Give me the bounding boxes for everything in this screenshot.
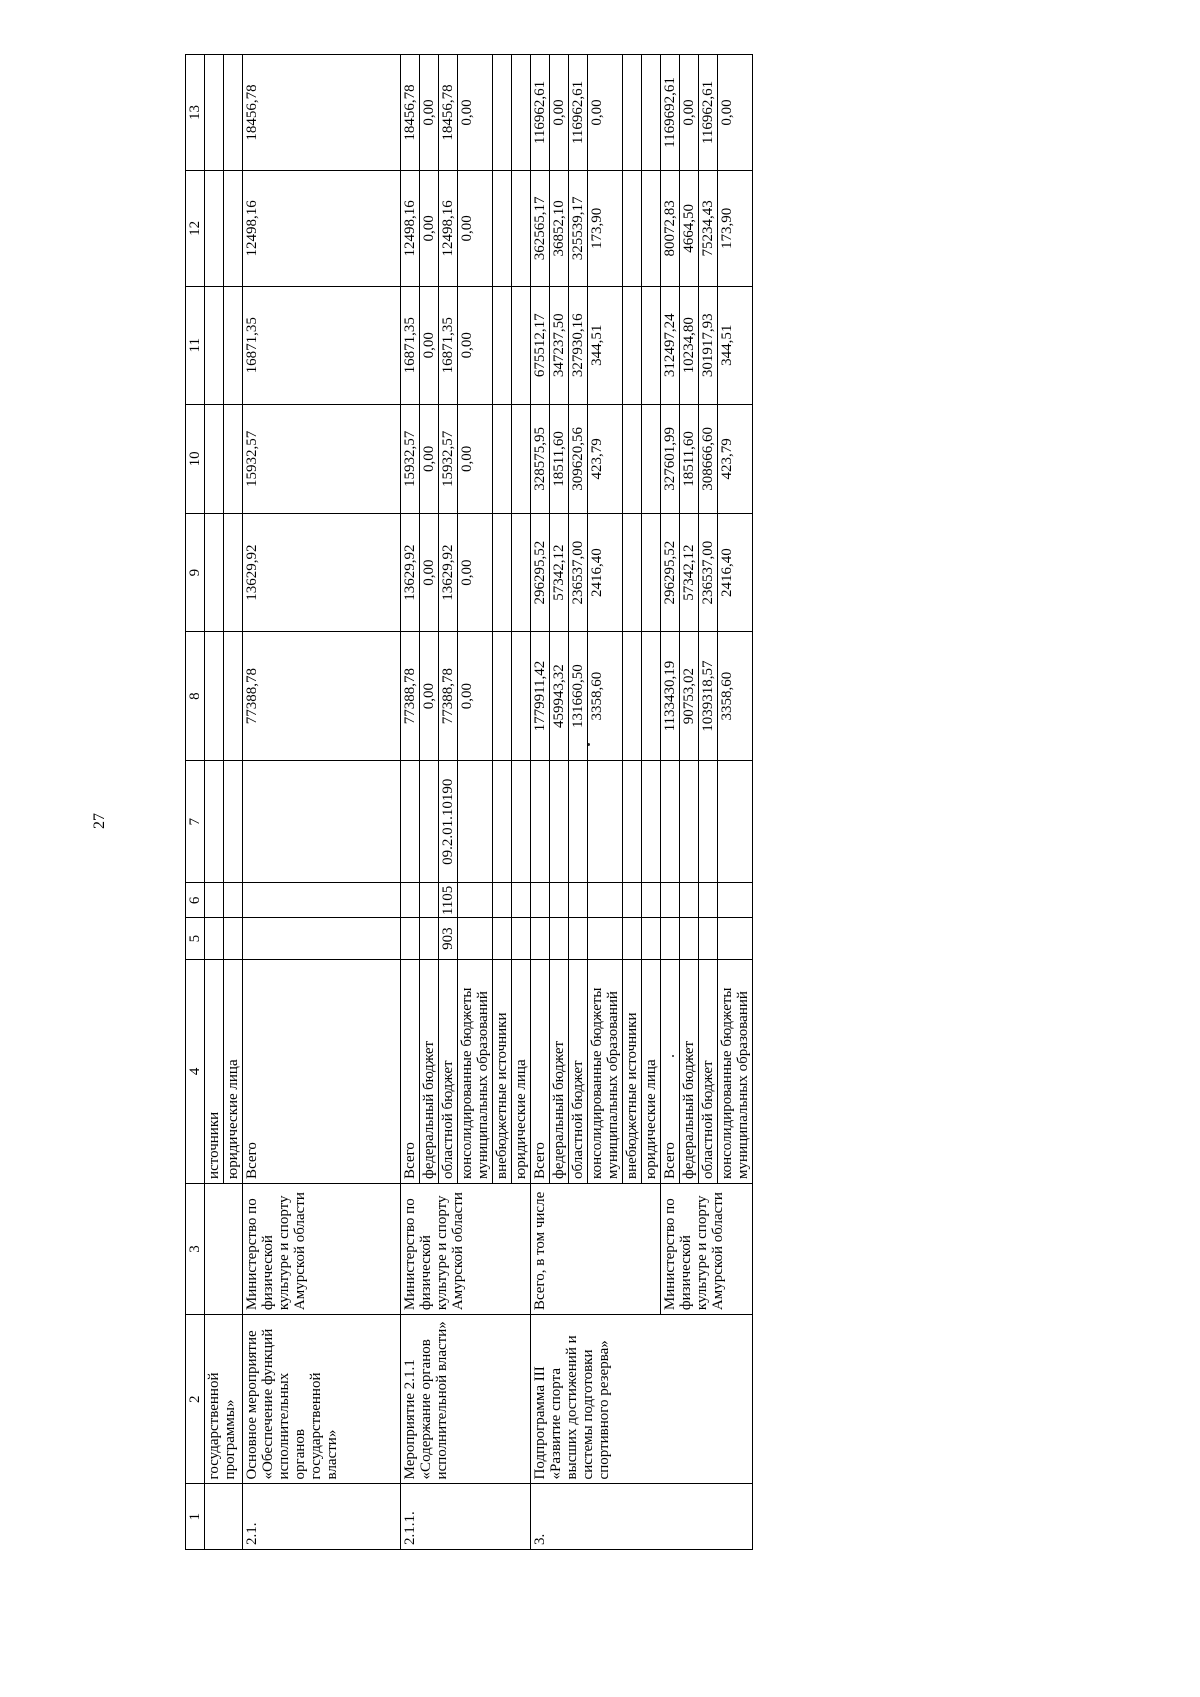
source-cell: областной бюджет bbox=[699, 959, 718, 1183]
col-header: 13 bbox=[186, 55, 205, 171]
value-cell: 0,00 bbox=[458, 286, 493, 404]
value-cell: 0,00 bbox=[718, 55, 753, 171]
table-row bbox=[243, 55, 401, 1550]
col-header: 2 bbox=[186, 1315, 205, 1484]
value-cell: 12498,16 bbox=[243, 170, 401, 286]
col-header: 6 bbox=[186, 883, 205, 918]
source-cell: юридические лица bbox=[642, 959, 661, 1183]
value-cell: 301917,93 bbox=[699, 286, 718, 404]
code-cell bbox=[420, 883, 439, 918]
source-cell: федеральный бюджет bbox=[420, 959, 439, 1183]
col-header: 7 bbox=[186, 761, 205, 883]
value-cell: 423,79 bbox=[718, 404, 753, 513]
value-cell: 1169692,61 bbox=[661, 55, 680, 171]
value-cell: 12498,16 bbox=[401, 170, 420, 286]
value-cell: 10234,80 bbox=[680, 286, 699, 404]
value-cell: 12498,16 bbox=[439, 170, 458, 286]
code-cell: 09.2.01.10190 bbox=[439, 761, 458, 883]
source-cell: юридические лица bbox=[224, 959, 243, 1183]
table-row bbox=[531, 55, 550, 1550]
value-cell: 57342,12 bbox=[550, 514, 569, 632]
code-cell: 903 bbox=[439, 918, 458, 960]
table-row bbox=[205, 55, 224, 1550]
source-cell: Всего bbox=[243, 959, 401, 1183]
source-cell: консолидированные бюджеты муниципальных образований bbox=[588, 959, 623, 1183]
source-cell: федеральный бюджет bbox=[550, 959, 569, 1183]
value-cell: 0,00 bbox=[420, 514, 439, 632]
value-cell: 0,00 bbox=[458, 514, 493, 632]
value-cell: 296295,52 bbox=[531, 514, 550, 632]
value-cell: 13629,92 bbox=[401, 514, 420, 632]
value-cell: 173,90 bbox=[718, 170, 753, 286]
value-cell: 1779911,42 bbox=[531, 632, 550, 761]
column-number-row bbox=[186, 55, 205, 1550]
value-cell: 1039318,57 bbox=[699, 632, 718, 761]
value-cell: 16871,35 bbox=[439, 286, 458, 404]
source-cell: Всего bbox=[531, 959, 550, 1183]
value-cell: 309620,56 bbox=[569, 404, 588, 513]
col-header: 8 bbox=[186, 632, 205, 761]
value-cell: 0,00 bbox=[420, 170, 439, 286]
row-number: 3. bbox=[531, 1484, 753, 1550]
value-cell: 328575,95 bbox=[531, 404, 550, 513]
source-cell: юридические лица bbox=[512, 959, 531, 1183]
table-row bbox=[401, 55, 420, 1550]
col-header: 3 bbox=[186, 1183, 205, 1314]
source-cell: внебюджетные источники bbox=[493, 959, 512, 1183]
value-cell: 13629,92 bbox=[439, 514, 458, 632]
value-cell: 131660,50 bbox=[569, 632, 588, 761]
col-header: 9 bbox=[186, 514, 205, 632]
executor: Министерство по физической культуре и спорту Амурской области bbox=[243, 1183, 401, 1314]
value-cell: 18456,78 bbox=[439, 55, 458, 171]
subprogram-name: Подпрограмма III «Развитие спорта высших достижений и системы подготовки спортивного резерва» bbox=[531, 1315, 753, 1484]
rotated-table-container bbox=[185, 54, 1080, 1550]
value-cell: 327930,16 bbox=[569, 286, 588, 404]
value-cell: 423,79 bbox=[588, 404, 623, 513]
value-cell: 3358,60 bbox=[718, 632, 753, 761]
source-cell: Всего bbox=[661, 959, 680, 1183]
row-number: 2.1. bbox=[243, 1484, 401, 1550]
col-header: 12 bbox=[186, 170, 205, 286]
value-cell: 116962,61 bbox=[699, 55, 718, 171]
value-cell: 15932,57 bbox=[401, 404, 420, 513]
col-header: 4 bbox=[186, 959, 205, 1183]
budget-table bbox=[185, 54, 753, 1550]
col-header: 1 bbox=[186, 1484, 205, 1550]
source-cell: консолидированные бюджеты муниципальных образований bbox=[718, 959, 753, 1183]
value-cell: 13629,92 bbox=[243, 514, 401, 632]
value-cell: 236537,00 bbox=[699, 514, 718, 632]
value-cell: 344,51 bbox=[718, 286, 753, 404]
value-cell: 0,00 bbox=[458, 170, 493, 286]
value-cell: 15932,57 bbox=[439, 404, 458, 513]
value-cell: 77388,78 bbox=[439, 632, 458, 761]
source-cell: областной бюджет bbox=[569, 959, 588, 1183]
value-cell: 77388,78 bbox=[243, 632, 401, 761]
value-cell: 116962,61 bbox=[569, 55, 588, 171]
value-cell: 18456,78 bbox=[243, 55, 401, 171]
value-cell: 1133430,19 bbox=[661, 632, 680, 761]
value-cell: 116962,61 bbox=[531, 55, 550, 171]
source-cell: консолидированные бюджеты муниципальных образований bbox=[458, 959, 493, 1183]
value-cell: 2416,40 bbox=[718, 514, 753, 632]
value-cell: 0,00 bbox=[458, 404, 493, 513]
value-cell: 0,00 bbox=[420, 286, 439, 404]
cell bbox=[205, 1183, 243, 1314]
value-cell: 75234,43 bbox=[699, 170, 718, 286]
code-cell bbox=[401, 918, 420, 960]
value-cell: 312497,24 bbox=[661, 286, 680, 404]
value-cell: 4664,50 bbox=[680, 170, 699, 286]
value-cell: 0,00 bbox=[420, 632, 439, 761]
code-cell bbox=[458, 918, 493, 960]
value-cell: 16871,35 bbox=[401, 286, 420, 404]
value-cell: 18511,60 bbox=[680, 404, 699, 513]
activity-name: Основное мероприятие «Обеспечение функций исполнительных органов государственной власти» bbox=[243, 1315, 401, 1484]
value-cell: 0,00 bbox=[458, 632, 493, 761]
value-cell: 325539,17 bbox=[569, 170, 588, 286]
col-header: 10 bbox=[186, 404, 205, 513]
value-cell: 18456,78 bbox=[401, 55, 420, 171]
code-cell bbox=[420, 918, 439, 960]
value-cell: 36852,10 bbox=[550, 170, 569, 286]
page-number: 27 bbox=[91, 813, 108, 829]
value-cell: 362565,17 bbox=[531, 170, 550, 286]
value-cell: 18511,60 bbox=[550, 404, 569, 513]
value-cell: 77388,78 bbox=[401, 632, 420, 761]
code-cell bbox=[401, 761, 420, 883]
row-number: 2.1.1. bbox=[401, 1484, 531, 1550]
value-cell: 344,51 bbox=[588, 286, 623, 404]
executor: Министерство по физической культуре и спорту Амурской области bbox=[661, 1183, 753, 1314]
source-cell: внебюджетные источники bbox=[623, 959, 642, 1183]
cell bbox=[205, 1484, 243, 1550]
code-cell bbox=[401, 883, 420, 918]
value-cell: 3358,60 bbox=[588, 632, 623, 761]
value-cell: 15932,57 bbox=[243, 404, 401, 513]
value-cell: 80072,83 bbox=[661, 170, 680, 286]
value-cell: 675512,17 bbox=[531, 286, 550, 404]
executor: Министерство по физической культуре и спорту Амурской области bbox=[401, 1183, 531, 1314]
value-cell: 236537,00 bbox=[569, 514, 588, 632]
col-header: 5 bbox=[186, 918, 205, 960]
value-cell: 0,00 bbox=[420, 404, 439, 513]
value-cell: 90753,02 bbox=[680, 632, 699, 761]
code-cell bbox=[420, 761, 439, 883]
value-cell: 327601,99 bbox=[661, 404, 680, 513]
value-cell: 459943,32 bbox=[550, 632, 569, 761]
activity-name: Мероприятие 2.1.1 «Содержание органов исполнительной власти» bbox=[401, 1315, 531, 1484]
value-cell: 16871,35 bbox=[243, 286, 401, 404]
executor: Всего, в том числе bbox=[531, 1183, 661, 1314]
source-cell: Всего bbox=[401, 959, 420, 1183]
code-cell: 1105 bbox=[439, 883, 458, 918]
value-cell: 0,00 bbox=[588, 55, 623, 171]
value-cell: 2416,40 bbox=[588, 514, 623, 632]
value-cell: 308666,60 bbox=[699, 404, 718, 513]
source-cell: областной бюджет bbox=[439, 959, 458, 1183]
value-cell: 173,90 bbox=[588, 170, 623, 286]
code-cell bbox=[458, 883, 493, 918]
value-cell: 0,00 bbox=[420, 55, 439, 171]
value-cell: 0,00 bbox=[680, 55, 699, 171]
source-cell: федеральный бюджет bbox=[680, 959, 699, 1183]
value-cell: 347237,50 bbox=[550, 286, 569, 404]
source-cell: источники bbox=[205, 959, 224, 1183]
code-cell bbox=[458, 761, 493, 883]
col-header: 11 bbox=[186, 286, 205, 404]
value-cell: 296295,52 bbox=[661, 514, 680, 632]
continued-name-cell: государственной программы» bbox=[205, 1315, 243, 1484]
value-cell: 57342,12 bbox=[680, 514, 699, 632]
value-cell: 0,00 bbox=[550, 55, 569, 171]
value-cell: 0,00 bbox=[458, 55, 493, 171]
